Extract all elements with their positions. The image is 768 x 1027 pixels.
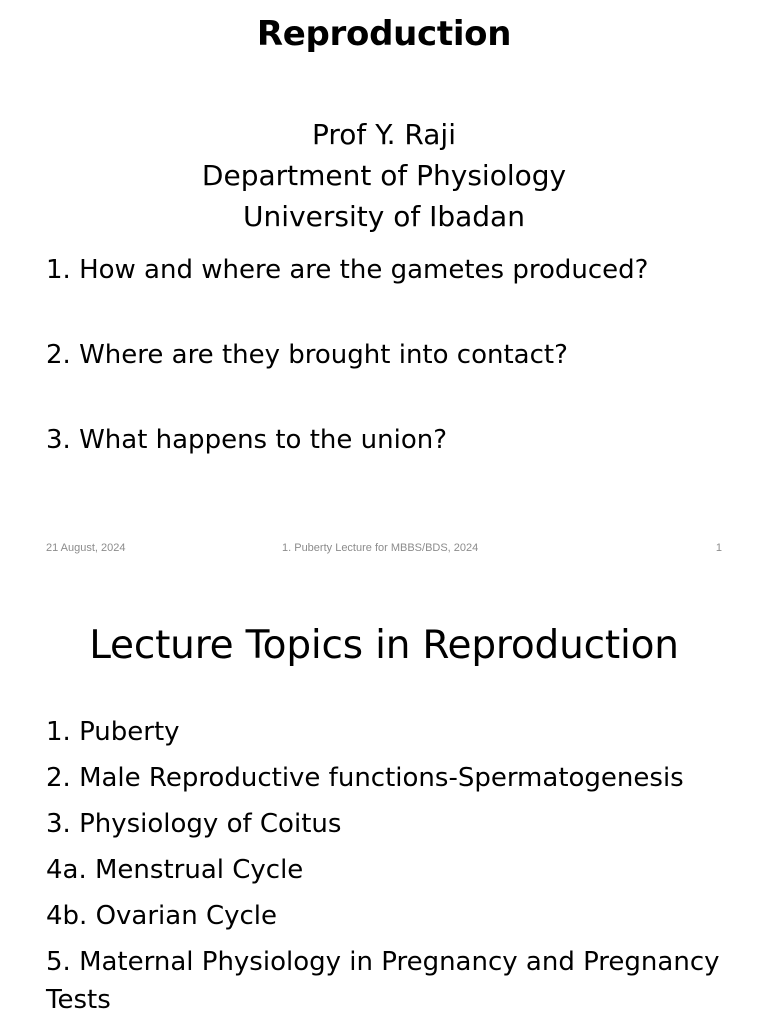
- author-block: [0, 114, 768, 237]
- topic-item: 3. Physiology of Coitus: [46, 809, 342, 839]
- question-item: 2. Where are they brought into contact?: [46, 340, 568, 370]
- topic-item: 1. Puberty: [46, 717, 180, 747]
- footer-lecture-title: 1. Puberty Lecture for MBBS/BDS, 2024: [282, 542, 479, 554]
- author-university: University of Ibadan: [243, 200, 525, 233]
- topic-item: 2. Male Reproductive functions-Spermatogenesis: [46, 763, 684, 793]
- slide-title: Reproduction: [256, 14, 512, 54]
- topic-item: 4a. Menstrual Cycle: [46, 855, 304, 885]
- question-item: 1. How and where are the gametes produced?: [46, 255, 649, 285]
- question-item: 3. What happens to the union?: [46, 425, 448, 455]
- slide-2: [0, 575, 768, 1024]
- topic-item: 5. Maternal Physiology in Pregnancy and Pregnancy Tests: [46, 947, 720, 1015]
- topic-item: 4b. Ovarian Cycle: [46, 901, 278, 931]
- author-name: Prof Y. Raji: [312, 118, 456, 151]
- topic-list: [46, 713, 732, 1027]
- slide-title: Lecture Topics in Reproduction: [89, 623, 679, 668]
- footer-date: 21 August, 2024: [46, 542, 126, 554]
- footer-page-number: 1: [715, 542, 722, 554]
- author-department: Department of Physiology: [201, 159, 567, 192]
